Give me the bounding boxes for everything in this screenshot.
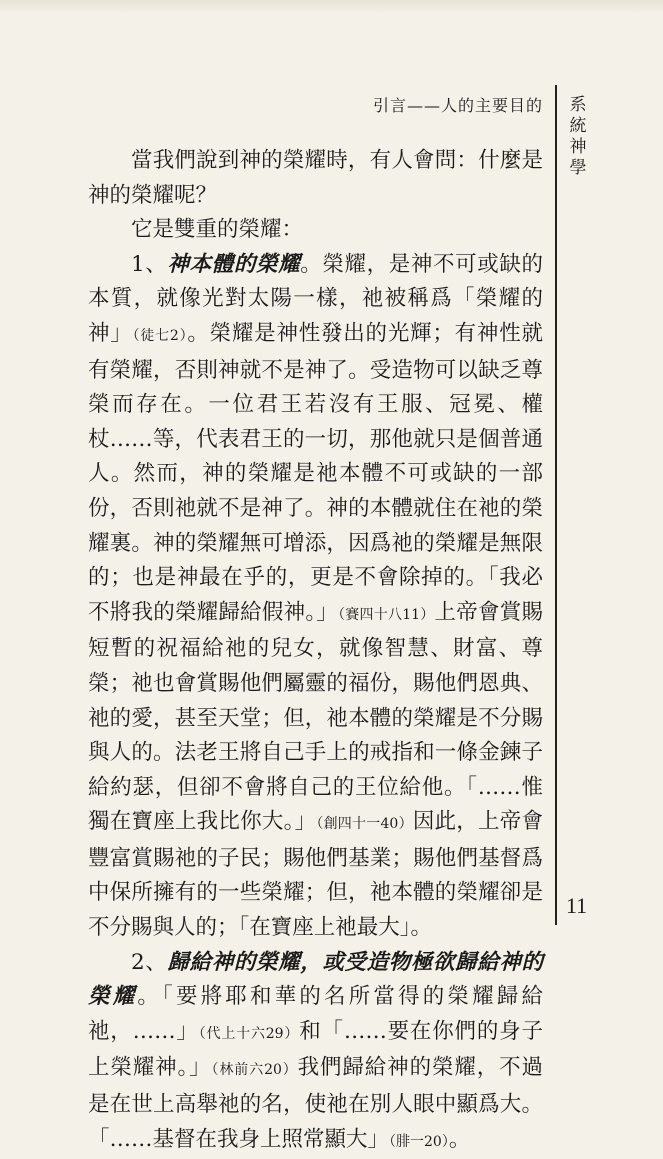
body-text [88,144,543,1159]
scripture-reference: （創四十一40） [316,816,413,833]
paragraph-text: 和「……要在你們的身子上榮耀神。」 [88,1018,543,1081]
paragraph-text: 。榮耀，是神不可或缺的本質，就像光對太陽一樣，祂被稱爲「榮耀的神」 [88,251,543,346]
point-number: 1、 [131,251,168,277]
scripture-reference: （賽四十八11） [338,606,435,623]
point-heading: 神本體的榮耀 [167,251,301,277]
paragraph-text: 我們歸給神的榮耀，不過是在世上高舉祂的名，使祂在別人眼中顯爲大。「……基督在我身上照常顯大」 [88,1055,543,1152]
paragraph-text: 。「要將耶和華的名所當得的榮耀歸給祂，……」 [88,984,543,1044]
paragraph-text: 因此，上帝會豐富賞賜祂的子民；賜他們基業；賜他們基督爲中保所擁有的一些榮耀；但，祂本體的榮耀卻是不分賜與人的；「在寶座上祂最大」。 [88,809,543,941]
paragraph-intro: 當我們說到神的榮耀時，有人會問：什麼是神的榮耀呢？ [88,148,543,208]
book-title-char: 神 [569,137,587,157]
paragraph-ascribed-glory [88,946,543,1159]
book-title-char: 統 [569,116,587,136]
scripture-reference: （林前六20） [211,1062,298,1079]
scripture-reference: （徒七2） [132,327,188,344]
point-heading: 歸給神的榮耀，或受造物極欲歸給神的榮耀 [88,949,543,1010]
point-number: 2、 [131,949,168,975]
book-title-char: 系 [569,95,587,115]
paragraph-twofold: 它是雙重的榮耀： [131,217,304,243]
paragraph-essential-glory [88,248,543,946]
scripture-reference: （腓一20） [389,1133,449,1150]
page-edge [0,0,663,14]
margin-divider [555,85,557,925]
paragraph-text: 。榮耀是神性發出的光輝；有神性就有榮耀，否則神就不是神了。受造物可以缺乏尊榮而存在。一位君王若沒有王服、冠冕、權杖……等，代表君王的一切，那他就只是個普通人。然而，神的榮耀是祂本體不可或缺的一部份，否則祂就不是神了。神的本體就住在祂的榮耀裏。神的榮耀無可增添，因爲祂的榮耀是無限的；也是神最在乎的，更是不會除掉的。「我必不將我的榮耀歸給假神。」 [88,320,543,625]
paragraph-text: 。 [448,1126,471,1152]
book-title-char: 學 [569,158,587,178]
book-title [568,95,588,179]
running-head: 引言——人的主要目的 [372,96,543,115]
scripture-reference: （代上十六29） [198,1025,300,1042]
paragraph-text: 上帝會賞賜短暫的祝福給祂的兒女，就像智慧、財富、尊榮；祂也會賞賜他們屬靈的福份，賜他們恩典、祂的愛，甚至天堂；但，祂本體的榮耀是不分賜與人的。法老王將自己手上的戒指和一條金鍊子給約瑟，但卻不會將自己的王位給他。「……惟獨在寶座上我比你大。」 [88,599,543,835]
page-number: 11 [566,893,588,918]
